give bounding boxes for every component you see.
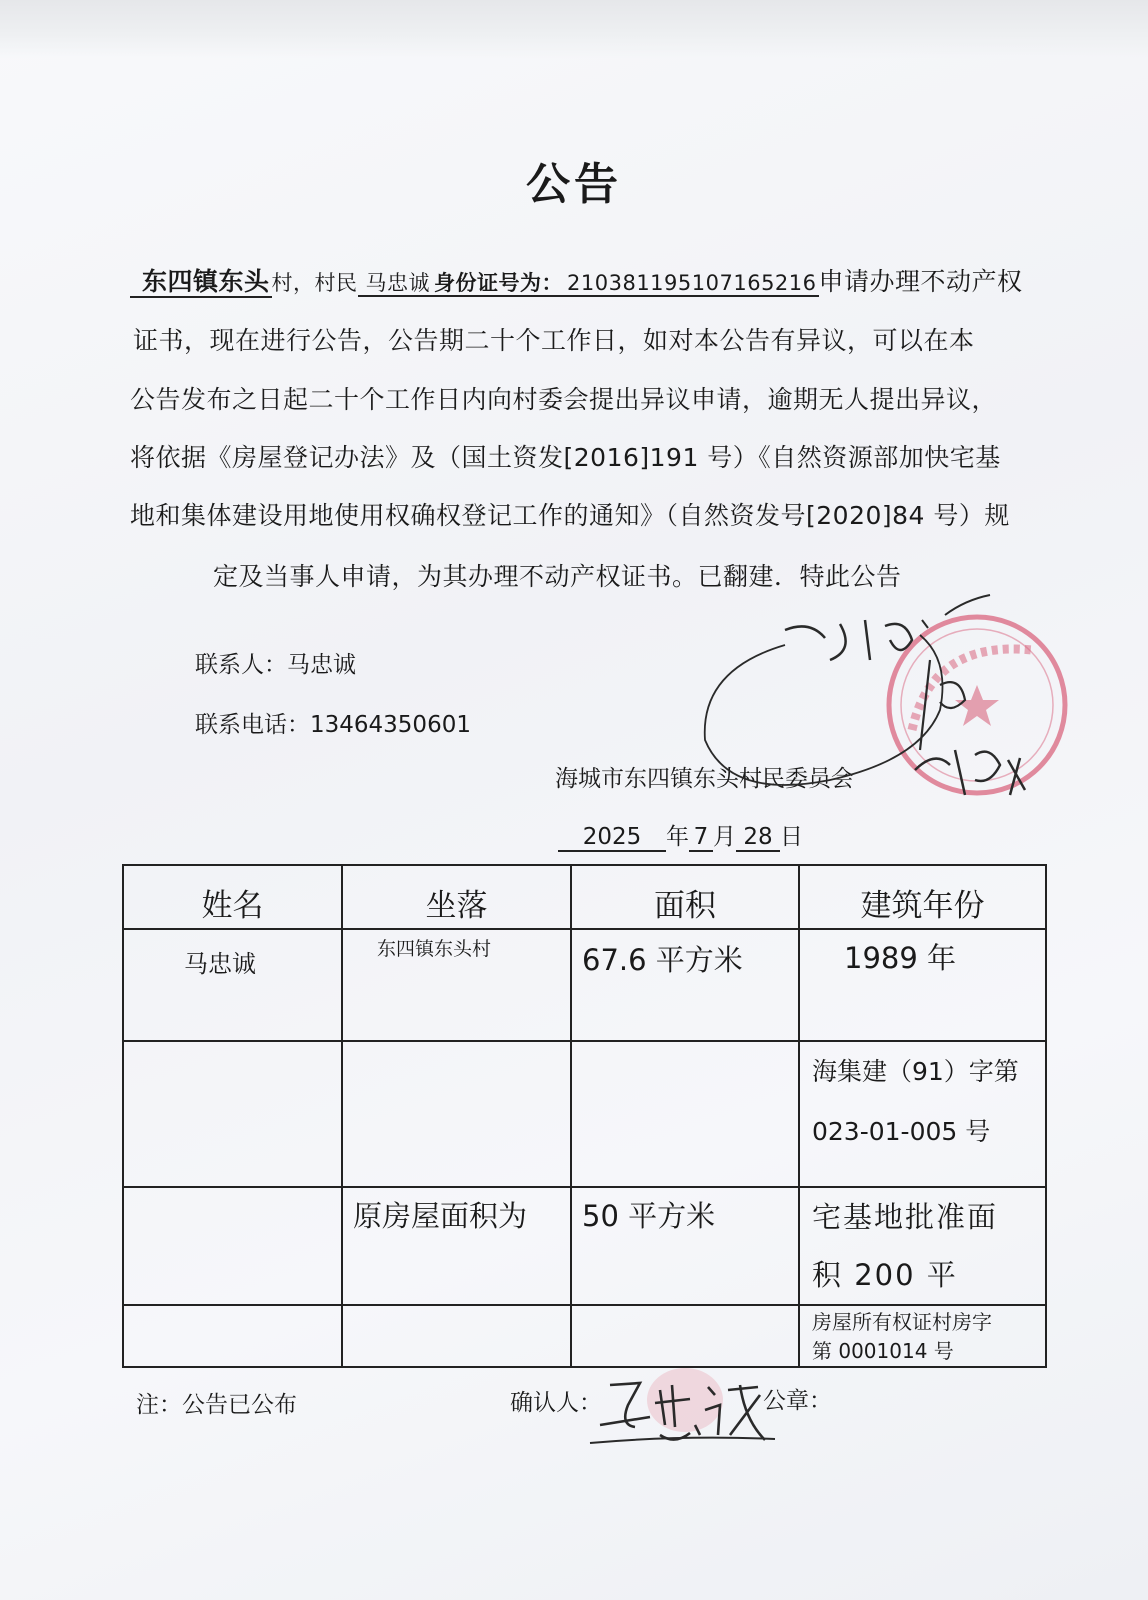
footer-note: 注：公告已公布 <box>136 1392 297 1418</box>
notice-line-6: 定及当事人申请，为其办理不动产权证书。已翻建．特此公告 <box>213 562 902 591</box>
confirm-label: 确认人： <box>510 1390 602 1416</box>
date-day-unit: 日 <box>780 824 803 850</box>
cell-ownership-cert <box>799 1305 1046 1367</box>
id-number: 210381195107165216 <box>567 271 817 295</box>
table-row <box>123 1305 1046 1367</box>
cell-empty <box>571 1041 799 1187</box>
contact-phone-number: 13464350601 <box>310 712 471 738</box>
date-year: 2025 <box>558 824 666 852</box>
cell-empty <box>123 1305 342 1367</box>
cell-empty <box>342 1305 571 1367</box>
notice-line-2: 证书，现在进行公告，公告期二十个工作日，如对本公告有异议，可以在本 <box>133 326 975 355</box>
village-name: 东四镇东头 <box>130 267 272 298</box>
id-label: 身份证号为： <box>434 271 564 295</box>
cell-area: 67.6 平方米 <box>571 929 799 1041</box>
date-month: 7 <box>689 824 713 852</box>
contact-person-name: 马忠诚 <box>287 652 356 678</box>
date-year-unit: 年 <box>666 824 689 850</box>
cell-owner-name: 马忠诚 <box>123 929 342 1041</box>
date-day: 28 <box>736 824 780 852</box>
scan-shadow <box>0 0 1148 58</box>
cell-homestead-area <box>799 1187 1046 1305</box>
notice-line-5: 地和集体建设用地使用权确权登记工作的通知》（自然资发号[2020]84 号）规 <box>130 501 1010 530</box>
contact-person-label: 联系人： <box>195 652 287 678</box>
cell-empty <box>123 1041 342 1187</box>
ownership-cert-line-2: 第 0001014 号 <box>812 1339 954 1363</box>
cell-location: 东四镇东头村 <box>342 929 571 1041</box>
ownership-cert-line-1: 房屋所有权证村房字 <box>812 1310 992 1334</box>
notice-line-1-rest: 申请办理不动产权 <box>818 267 1023 296</box>
collective-cert-line-1: 海集建（91）字第 <box>812 1057 1019 1086</box>
property-table <box>122 864 1047 1368</box>
collective-cert-line-2: 023-01-005 号 <box>812 1117 991 1146</box>
cell-empty <box>342 1041 571 1187</box>
contact-person <box>195 646 356 679</box>
confirmer-signature <box>580 1365 790 1455</box>
notice-line-1 <box>130 262 1023 298</box>
village-suffix: 村，村民 <box>271 271 358 295</box>
table-header-row <box>123 865 1046 929</box>
cell-original-area-label: 原房屋面积为 <box>342 1187 571 1305</box>
contact-phone <box>195 706 471 739</box>
notice-line-4: 将依据《房屋登记办法》及（国土资发[2016]191 号）《自然资源部加快宅基 <box>130 443 1001 472</box>
cell-empty <box>571 1305 799 1367</box>
issuer-name: 海城市东四镇东头村民委员会 <box>555 766 854 792</box>
table-row <box>123 929 1046 1041</box>
notice-date <box>558 818 803 852</box>
date-month-unit: 月 <box>713 824 736 850</box>
homestead-line-1: 宅基地批准面 <box>812 1200 999 1234</box>
table-row <box>123 1041 1046 1187</box>
header-location: 坐落 <box>342 865 571 929</box>
notice-line-3: 公告发布之日起二十个工作日内向村委会提出异议申请，逾期无人提出异议， <box>130 385 998 414</box>
cell-empty <box>123 1187 342 1305</box>
header-build-year: 建筑年份 <box>799 865 1046 929</box>
applicant-name: 马忠诚 <box>358 271 433 297</box>
header-area: 面积 <box>571 865 799 929</box>
cell-build-year: 1989 年 <box>799 929 1046 1041</box>
cell-collective-cert <box>799 1041 1046 1187</box>
table-row <box>123 1187 1046 1305</box>
contact-phone-label: 联系电话： <box>195 712 310 738</box>
homestead-line-2: 积 200 平 <box>812 1258 958 1292</box>
header-name: 姓名 <box>123 865 342 929</box>
notice-title: 公告 <box>526 159 622 210</box>
handwritten-approval-mark <box>690 590 1050 820</box>
seal-label: 公章： <box>763 1388 832 1414</box>
cell-original-area: 50 平方米 <box>571 1187 799 1305</box>
